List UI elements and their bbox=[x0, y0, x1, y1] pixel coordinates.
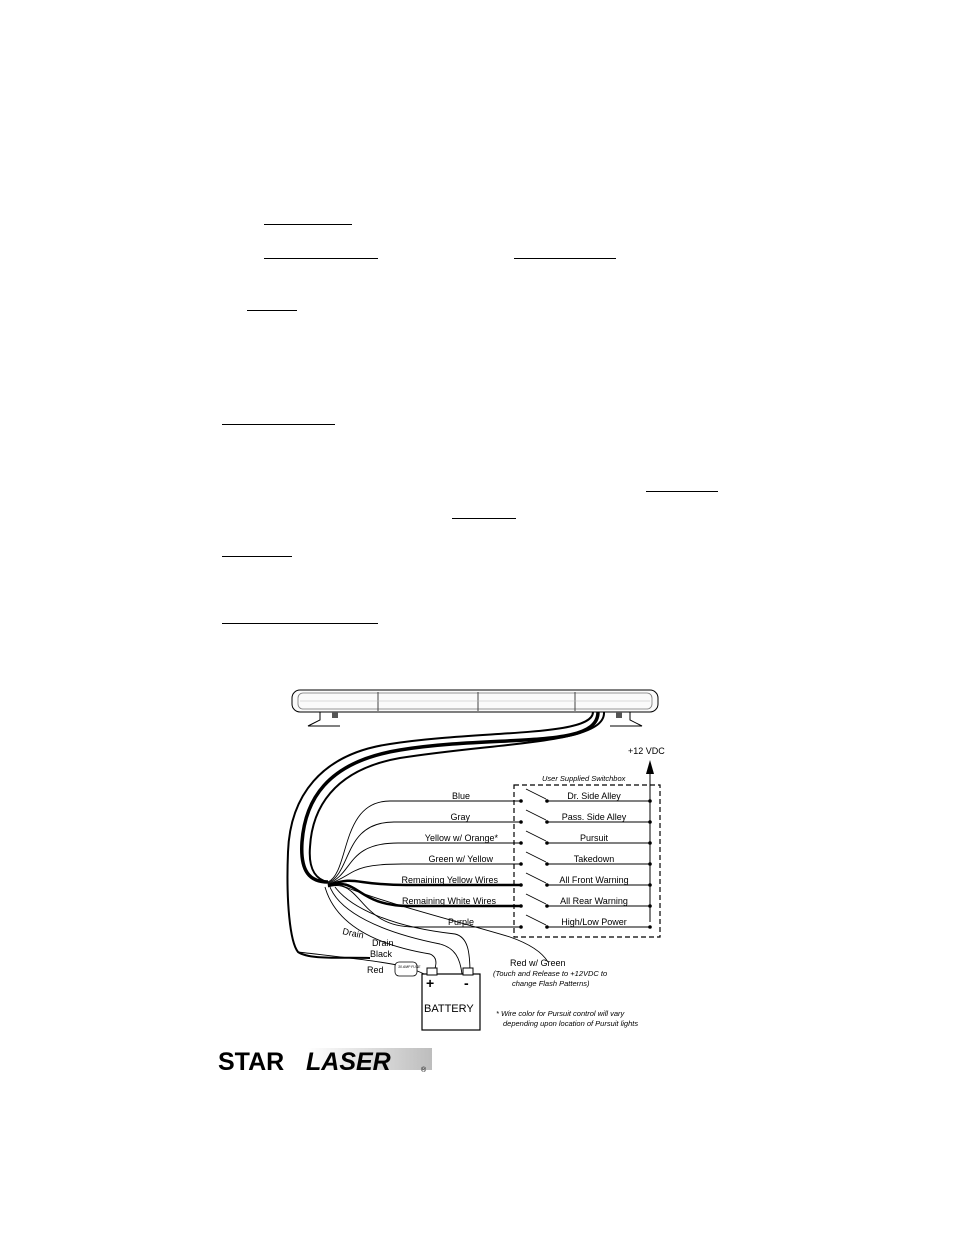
light-bar bbox=[292, 690, 658, 726]
switch-label: Pass. Side Alley bbox=[561, 812, 627, 822]
footnote-1: * Wire color for Pursuit control will vary bbox=[496, 1009, 625, 1018]
wire-label: Gray bbox=[450, 812, 470, 822]
logo-laser: LASER bbox=[306, 1048, 391, 1076]
underline-8 bbox=[222, 556, 292, 557]
drain-label-2: Drain bbox=[372, 938, 394, 948]
switch-label: Pursuit bbox=[579, 833, 609, 843]
underline-6 bbox=[646, 491, 718, 492]
underline-9 bbox=[222, 623, 378, 624]
wire-1 bbox=[328, 822, 520, 883]
svg-text:30 AMP FUSE: 30 AMP FUSE bbox=[398, 965, 421, 969]
battery bbox=[422, 968, 480, 1030]
supply-dot bbox=[648, 820, 652, 824]
logo-star: STAR bbox=[218, 1048, 285, 1076]
drain-label-1: Drain bbox=[341, 926, 365, 941]
red-green-note-1: (Touch and Release to +12VDC to bbox=[493, 969, 608, 978]
underline-5 bbox=[222, 424, 335, 425]
terminal-dot bbox=[519, 883, 523, 887]
terminal-dot bbox=[519, 925, 523, 929]
terminal-dot bbox=[519, 862, 523, 866]
switch-label: All Rear Warning bbox=[560, 896, 628, 906]
wire-label: Remaining Yellow Wires bbox=[401, 875, 498, 885]
supply-dot bbox=[648, 862, 652, 866]
wire-label: Yellow w/ Orange* bbox=[424, 833, 498, 843]
wire-label: Purple bbox=[447, 917, 474, 927]
wire-label: Blue bbox=[451, 791, 470, 801]
switch-lever bbox=[526, 789, 546, 799]
terminal-dot bbox=[519, 820, 523, 824]
switch-label: Dr. Side Alley bbox=[567, 791, 621, 801]
supply-dot bbox=[648, 925, 652, 929]
fuse bbox=[395, 962, 421, 976]
wiring-diagram bbox=[280, 682, 670, 1037]
supply-dot bbox=[648, 799, 652, 803]
red-green-label: Red w/ Green bbox=[510, 958, 566, 968]
battery-label: BATTERY bbox=[424, 1003, 474, 1015]
underline-1 bbox=[264, 224, 352, 225]
switch-label: High/Low Power bbox=[561, 917, 627, 927]
switch-lever bbox=[526, 831, 546, 841]
red-label: Red bbox=[367, 965, 384, 975]
underline-2 bbox=[264, 258, 378, 259]
switch-lever bbox=[526, 915, 546, 925]
wire-label: Green w/ Yellow bbox=[428, 854, 493, 864]
supply-dot bbox=[648, 883, 652, 887]
logo-reg: ® bbox=[421, 1067, 427, 1074]
underline-4 bbox=[247, 310, 297, 311]
black-label: Black bbox=[370, 949, 393, 959]
battery-plus: + bbox=[426, 975, 435, 991]
battery-minus: - bbox=[464, 975, 469, 991]
switchbox-label: User Supplied Switchbox bbox=[542, 774, 626, 783]
switch-lever bbox=[526, 852, 546, 862]
terminal-dot bbox=[519, 799, 523, 803]
starlaser-logo bbox=[218, 1044, 438, 1078]
switch-label: All Front Warning bbox=[559, 875, 629, 885]
supply-dot bbox=[648, 841, 652, 845]
switch-label: Takedown bbox=[573, 854, 615, 864]
underline-3 bbox=[514, 258, 616, 259]
wire-label: Remaining White Wires bbox=[401, 896, 496, 906]
switch-lever bbox=[526, 810, 546, 820]
supply-label: +12 VDC bbox=[628, 746, 665, 756]
switch-lever bbox=[526, 894, 546, 904]
footnote-2: depending upon location of Pursuit lights bbox=[503, 1019, 639, 1028]
supply-dot bbox=[648, 904, 652, 908]
red-green-note-2: change Flash Patterns) bbox=[512, 979, 590, 988]
terminal-dot bbox=[519, 841, 523, 845]
terminal-dot bbox=[519, 904, 523, 908]
underline-7 bbox=[452, 518, 516, 519]
switch-lever bbox=[526, 873, 546, 883]
